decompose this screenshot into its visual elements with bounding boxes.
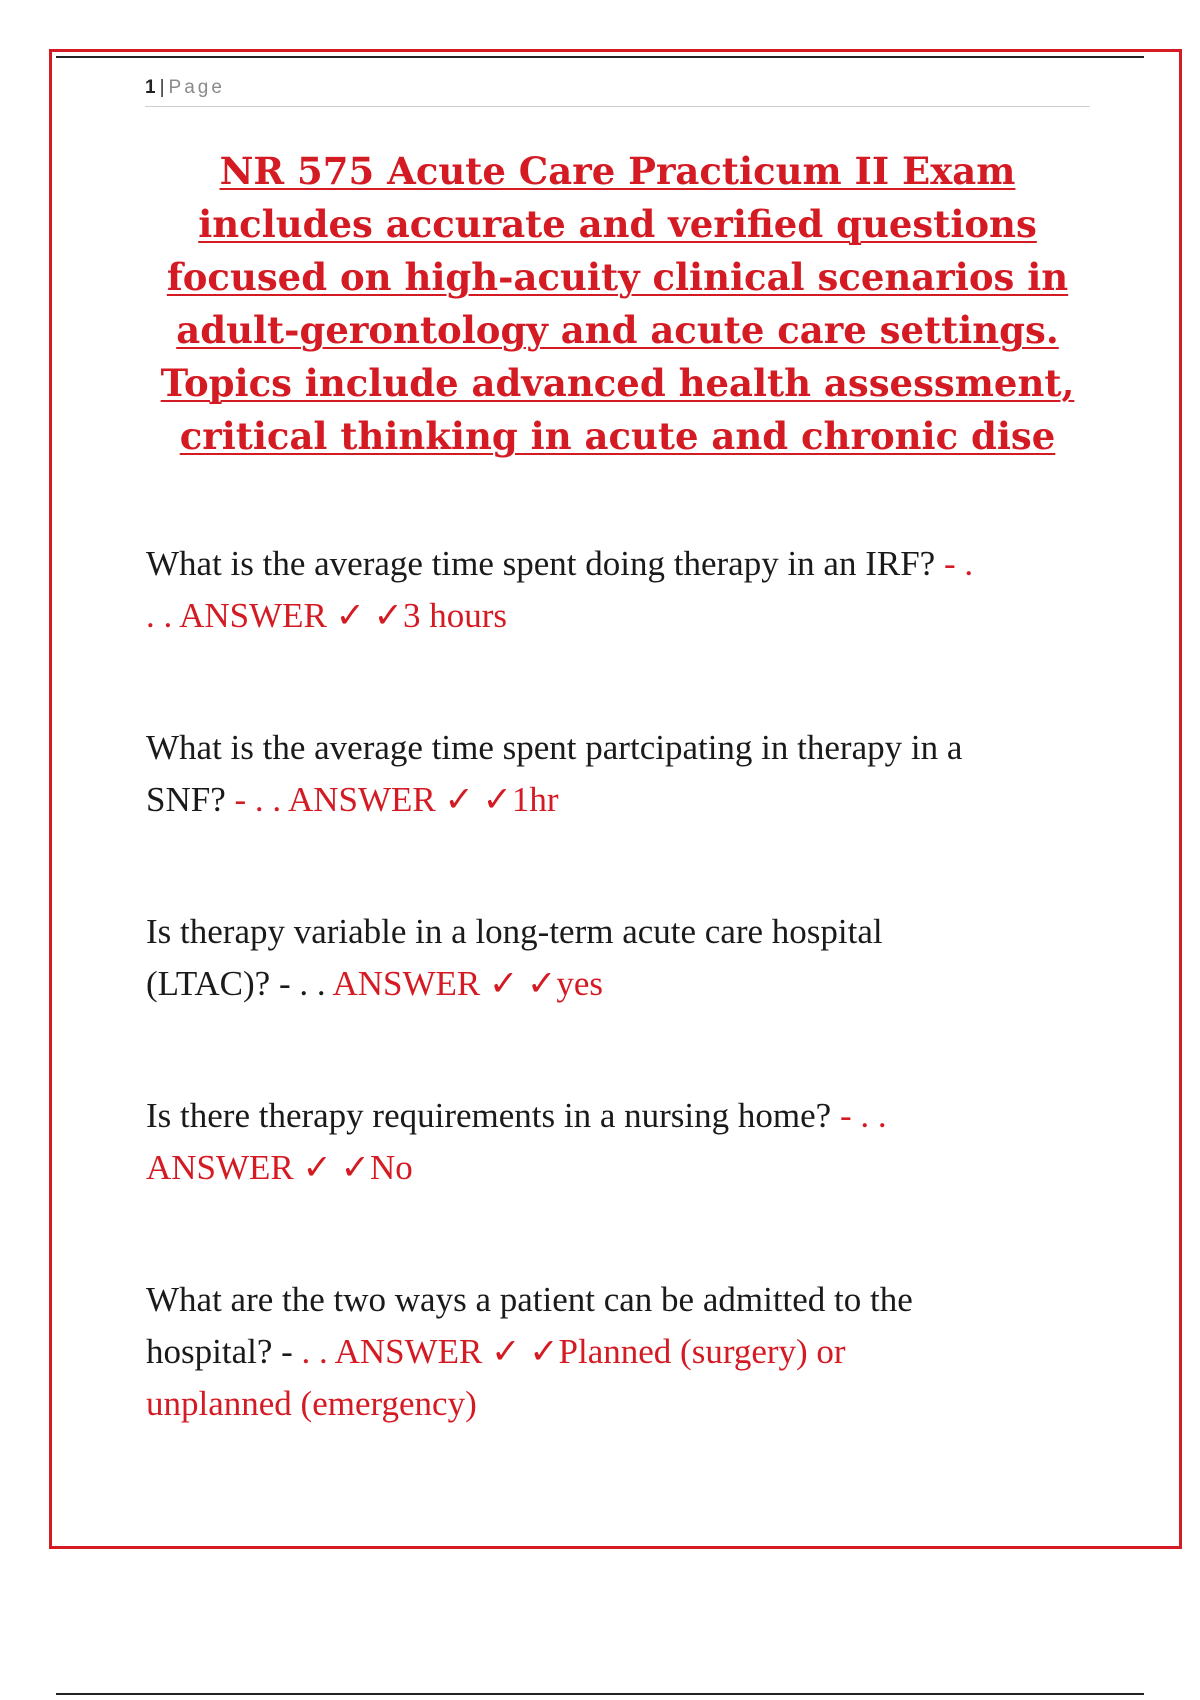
page-header <box>145 76 1090 107</box>
document-title <box>120 145 1115 463</box>
title-line: focused on high-acuity clinical scenarios in <box>166 255 1069 299</box>
question-text: Is therapy variable in a long-term acute care hospital <box>146 912 883 951</box>
page-number: 1 <box>145 77 156 98</box>
answer-label: ANSWER ✓ ✓ <box>325 964 557 1003</box>
answer-text: yes <box>556 964 604 1003</box>
question-text: What is the average time spent partcipating in therapy in a <box>146 728 963 767</box>
title-line: adult-gerontology and acute care settings. <box>176 308 1059 352</box>
page-label: Page <box>168 77 225 98</box>
answer-separator: - . <box>935 544 974 583</box>
qa-item-4 <box>146 1090 1106 1194</box>
title-line: NR 575 Acute Care Practicum II Exam <box>219 149 1016 193</box>
answer-text: 3 hours <box>403 596 508 635</box>
header-separator: | <box>159 77 165 98</box>
question-text: SNF? <box>146 780 226 819</box>
answer-text: 1hr <box>511 780 559 819</box>
answer-label: ANSWER ✓ ✓ <box>146 1148 370 1187</box>
answer-label: - . . ANSWER ✓ ✓ <box>225 780 512 819</box>
qa-item-2 <box>146 722 1106 826</box>
qa-item-5 <box>146 1274 1106 1430</box>
question-text: What is the average time spent doing therapy in an IRF? <box>146 544 936 583</box>
question-text: What are the two ways a patient can be admitted to the <box>146 1280 913 1319</box>
title-line: includes accurate and verified questions <box>198 202 1037 246</box>
answer-text: unplanned (emergency) <box>146 1384 477 1423</box>
question-text: hospital? - <box>146 1332 293 1371</box>
title-line: critical thinking in acute and chronic dise <box>179 414 1056 458</box>
answer-separator: - . . <box>831 1096 887 1135</box>
answer-text: No <box>369 1148 413 1187</box>
answer-text: Planned (surgery) or <box>558 1332 846 1371</box>
question-text: (LTAC)? - . . <box>146 964 326 1003</box>
qa-item-3 <box>146 906 1106 1010</box>
bottom-rule <box>56 1693 1144 1695</box>
qa-item-1 <box>146 538 1106 642</box>
answer-label: . . ANSWER ✓ ✓ <box>292 1332 559 1371</box>
question-text: Is there therapy requirements in a nursing home? <box>146 1096 832 1135</box>
title-line: Topics include advanced health assessment, <box>160 361 1075 405</box>
answer-label: . . ANSWER ✓ ✓ <box>146 596 403 635</box>
